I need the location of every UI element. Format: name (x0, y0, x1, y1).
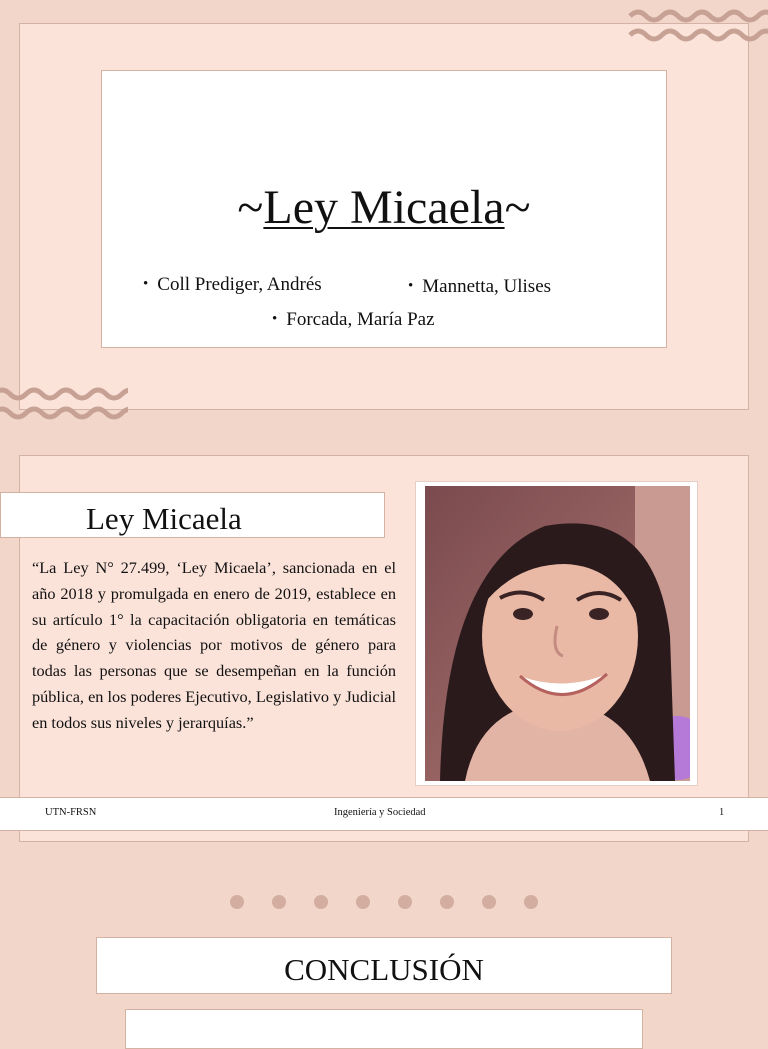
slide-title: ~Ley Micaela~ (237, 181, 531, 234)
conclusion-title: CONCLUSIÓN (284, 952, 484, 987)
page-dot (272, 895, 286, 909)
law-quote: “La Ley N° 27.499, ‘Ley Micaela’, sancionada en el año 2018 y promulgada en enero de 2019, establece en su artículo 1° la capacitación obligatoria en temáticas de género y violencias por motivos de género para todas las personas que se desempeñan en la función pública, en los poderes Ejecutivo, Legislativo y Judicial en todos sus niveles y jerarquías.” (32, 558, 396, 732)
footer-course: Ingeniería y Sociedad (334, 807, 426, 818)
page-dot (230, 895, 244, 909)
author-item: • Forcada, María Paz (272, 309, 435, 330)
wave-decoration-top-right (628, 6, 768, 46)
slide-heading: Ley Micaela (86, 501, 242, 536)
bullet-icon: • (272, 311, 278, 327)
page-dot (356, 895, 370, 909)
page-dot (440, 895, 454, 909)
page-dot (398, 895, 412, 909)
author-item: • Coll Prediger, Andrés (143, 274, 322, 295)
slide-title-main: Ley Micaela (263, 181, 505, 234)
portrait-photo (425, 486, 690, 781)
footer-institution: UTN-FRSN (45, 807, 97, 818)
page-dot (482, 895, 496, 909)
author-item: • Mannetta, Ulises (408, 276, 552, 297)
footer-page-number: 1 (719, 807, 725, 818)
wave-decoration-left (0, 384, 128, 424)
page-dot (314, 895, 328, 909)
conclusion-content-box (125, 1009, 643, 1049)
bullet-icon: • (143, 276, 149, 292)
bullet-icon: • (408, 278, 414, 294)
page-dot (524, 895, 538, 909)
